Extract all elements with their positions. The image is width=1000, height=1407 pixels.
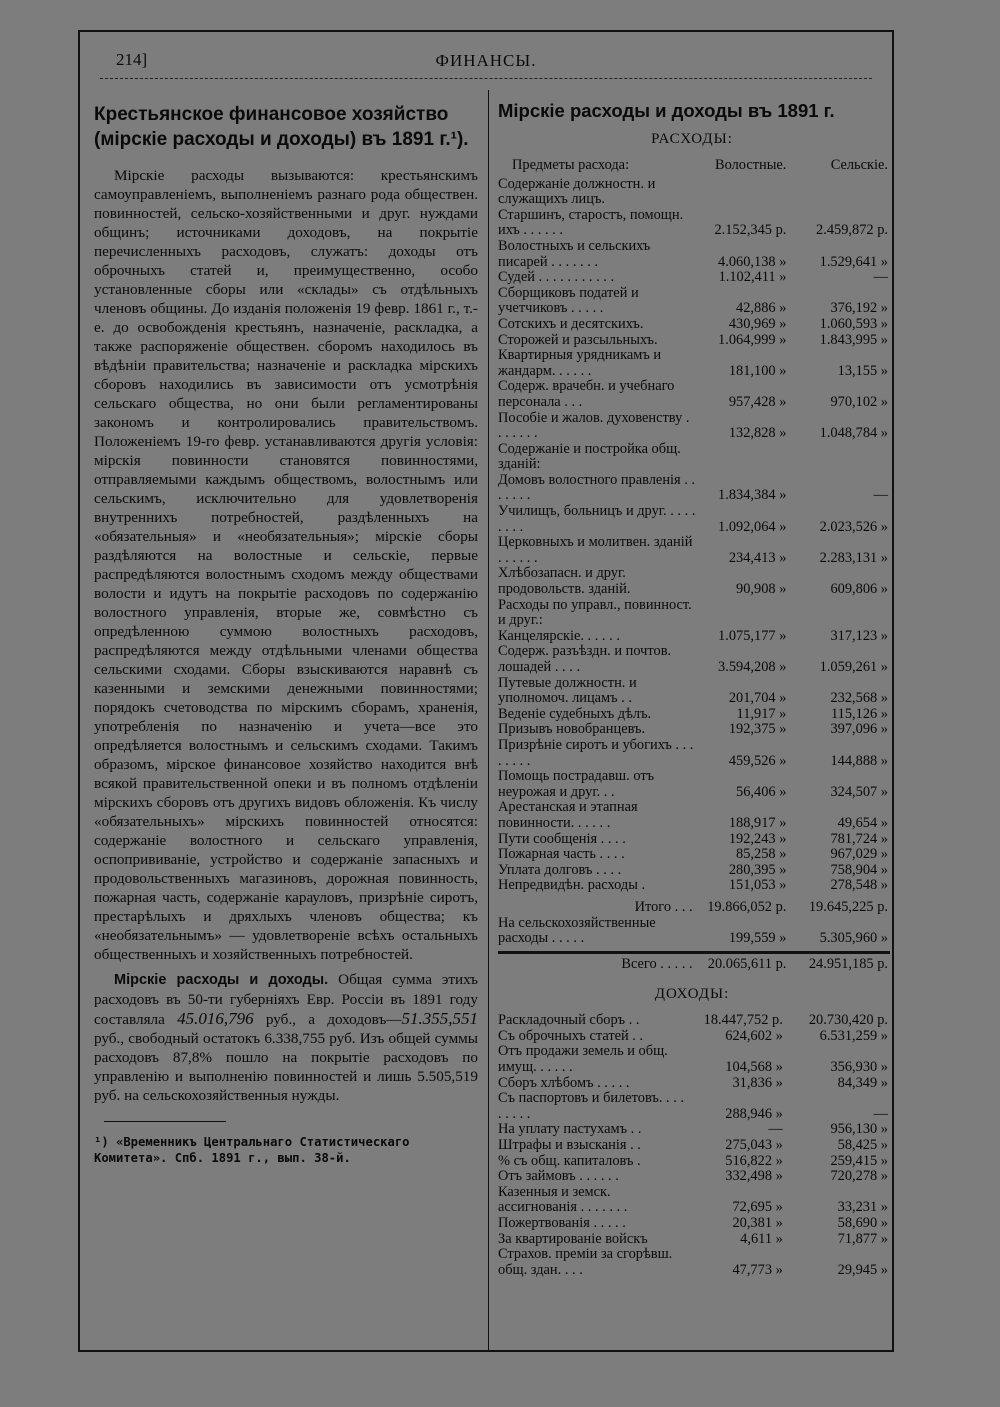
subtotal-volost: 19.866,052 р.: [707, 898, 787, 915]
income-row-label: За квартированіе войскъ: [498, 1230, 648, 1247]
income-row-label: Съ паспортовъ и билетовъ. . . . . . . . .: [498, 1090, 685, 1122]
expense-row: [498, 239, 890, 270]
running-header: ФИНАНСЫ.: [435, 51, 537, 70]
expense-row-village: 1.529,641 »: [819, 253, 888, 270]
col-header-volost: Волостные.: [715, 157, 787, 173]
income-row: [498, 1076, 890, 1092]
expense-row-label: Пути сообщенія . . . .: [498, 830, 626, 847]
expense-row-volost: 201,704 »: [728, 690, 787, 707]
income-row-village: —: [873, 1105, 888, 1122]
expense-row: [498, 442, 890, 473]
expense-row-volost: 2.152,345 р.: [714, 222, 787, 239]
income-row-village: 58,690 »: [837, 1215, 888, 1231]
income-row-village: 956,130 »: [830, 1121, 888, 1138]
income-row-volost: 516,822 »: [725, 1152, 783, 1169]
income-table: [498, 1013, 890, 1278]
income-row-volost: 72,695 »: [732, 1199, 783, 1216]
expense-row-label: Путевые должностн. и уполномоч. лицамъ . .: [498, 674, 637, 707]
income-row-label: Отъ займовъ . . . . . .: [498, 1168, 619, 1185]
expense-row-village: 397,096 »: [830, 721, 888, 738]
expense-row-village: 1.048,784 »: [819, 425, 888, 442]
col-header-village: Сельскіе.: [830, 157, 888, 173]
footnote-rule: [104, 1121, 226, 1122]
expense-row-label: Домовъ волостного правленія . . . . . . .: [498, 471, 696, 504]
income-row-volost: 47,773 »: [732, 1261, 783, 1278]
income-row: [498, 1232, 890, 1248]
expense-row-label: Призрѣніе сиротъ и убогихъ . . . . . . . .: [498, 736, 694, 769]
expense-row-village: —: [873, 487, 888, 504]
expense-row-label: Церковныхъ и молитвен. зданій . . . . . .: [498, 534, 693, 566]
expense-row-village: 2.283,131 »: [819, 549, 888, 566]
summary-lead: Мірскіе расходы и доходы.: [114, 972, 329, 988]
income-row: [498, 1247, 890, 1278]
expense-row-volost: 430,969 »: [728, 315, 787, 332]
expense-row-village: 376,192 »: [830, 300, 888, 317]
intro-paragraph: Мірскіе расходы вызываются: крестьянскимъ самоуправленіемъ, выполненіемъ разнаго рода обществен. повинностей, сельско-хозяйственными и друг. нуждами общинъ; источниками доходовъ, на покрытіе перечисленныхъ расходовъ, служатъ: доходы отъ оброчныхъ статей и, преимущественно, особо установленные сборы или «склады» съ отдѣльныхъ членовъ общины. До изданія положенія 19 февр. 1861 г., т.-е. до освобожденія крестьянъ, назначеніе, раскладка, а также распоряженіе обществен. сборомъ находилось въ вѣдѣніи правительства; назначеніе и раскладка мірскихъ сборовъ находились въ зависимости отъ усмотрѣнія сельскаго общества, но они были регламентированы закономъ и контролировались правительствомъ. Положеніемъ 19-го февр. устанавливаются другія условія: мірскія повинности становятся повинностями, отправляемыми каждымъ обществомъ, волостнымъ или сельскимъ, исключительно для удовлетворенія внутреннихъ потребностей, раздѣленныхъ на «обязательныя» и «необязательныя»; мірскіе сборы раздѣляются на волостные и сельскіе, первые распредѣляются волостнымъ сходомъ между обществами волости и идутъ на покрытіе расходовъ по содержанію волостного управленія, вторые же, совмѣстно съ опредѣленною суммою волостныхъ расходовъ, распредѣляются между отдѣльными членами общества сельскими сходами. Сборы взыскиваются наравнѣ съ казенными и земскими денежными повинностями; порядокъ счетоводства по мірскимъ сборамъ, храненія, употребленія по назначенію и учета—все это опредѣляется волостнымъ и сельскимъ сходами. Такимъ образомъ, мірское финансовое хозяйство находится внѣ всякой правительственной опеки и въ полномъ отдѣленіи мірскихъ сборовъ отъ другихъ видовъ обложенія. Къ числу «обязательныхъ» мірскихъ повинностей относятся: содержаніе волостного и сельскаго управленія, оспопрививаніе, устройство и содержаніе запасныхъ и продовольственныхъ магазиновъ, дорожная повинность, пожарная часть, содержаніе карауловъ, призрѣніе сиротъ, престарѣлыхъ и дряхлыхъ членовъ общества; къ «необязательнымъ» — удовлетвореніе всѣхъ остальныхъ общественныхъ и хозяйственныхъ потребностей.: [94, 167, 478, 963]
income-row: [498, 1091, 890, 1122]
expense-row-village: [790, 442, 890, 473]
summary-text-a: Общая сумма этихъ расходовъ въ 50-ти губерніяхъ Евр. Россіи въ 1891 году составляла: [94, 971, 478, 1028]
income-row-label: Казенныя и земск. ассигнованія . . . . . . .: [498, 1183, 628, 1216]
expense-row-label: Сторожей и разсыльныхъ.: [498, 331, 658, 348]
income-row-village: 356,930 »: [830, 1059, 888, 1076]
expense-row-label: Уплата долговъ . . . .: [498, 861, 622, 878]
expense-row: [498, 317, 890, 333]
income-row-village: 20.730,420 р.: [808, 1012, 888, 1029]
summary-paragraph: [94, 970, 478, 1105]
expense-row-volost: 132,828 »: [728, 425, 787, 442]
expense-row: [498, 411, 890, 442]
section-title: Крестьянское финансовое хозяйство (мірскіе расходы и доходы) въ 1891 г.¹).: [94, 104, 469, 150]
table-title: Мірскіе расходы и доходы въ 1891 г.: [498, 100, 835, 121]
expense-row-village: 1.059,261 »: [819, 659, 888, 675]
expense-row-label: Судей . . . . . . . . . . .: [498, 269, 615, 286]
book-page: [78, 30, 894, 1352]
income-row: [498, 1013, 890, 1029]
income-row-village: 720,278 »: [830, 1168, 888, 1185]
expense-row: [498, 863, 890, 879]
expense-row-volost: 181,100 »: [728, 362, 787, 379]
expense-row-village: 278,548 »: [830, 877, 888, 894]
income-row: [498, 1029, 890, 1045]
expense-row: [498, 598, 890, 629]
income-row-village: 29,945 »: [837, 1261, 888, 1278]
agri-row: [498, 916, 890, 953]
expense-row-village: 758,904 »: [830, 861, 888, 878]
expense-row-label: Сотскихъ и десятскихъ.: [498, 315, 644, 332]
income-row-volost: 4,611 »: [740, 1230, 783, 1247]
expense-row-volost: 1.834,384 »: [718, 487, 787, 504]
income-row-volost: 275,043 »: [725, 1137, 783, 1154]
table-header-row: [498, 158, 890, 177]
agri-village: 5.305,960 »: [819, 930, 888, 947]
income-row-label: Раскладочный сборъ . .: [498, 1012, 640, 1029]
expense-row-label: Квартирныя урядникамъ и жандарм. . . . . .: [498, 347, 662, 379]
income-row-label: Штрафы и взысканія . .: [498, 1137, 641, 1154]
expense-row-volost: 151,053 »: [728, 877, 787, 894]
income-row: [498, 1138, 890, 1154]
income-row-volost: 624,602 »: [725, 1027, 783, 1044]
subtotal-label: Итого . . .: [634, 898, 693, 915]
expense-row-volost: 1.102,411 »: [718, 269, 787, 286]
income-row-label: Съ оброчныхъ статей . .: [498, 1027, 644, 1044]
income-row-label: Страхов. преміи за сгорѣвш. общ. здан. . . .: [498, 1246, 673, 1278]
expense-row-label: Пособіе и жалов. духовенству . . . . . . .: [498, 409, 690, 442]
expense-row-volost: 56,406 »: [736, 783, 787, 800]
summary-text-b: руб., а доходовъ—: [253, 1011, 402, 1028]
income-row-volost: 20,381 »: [732, 1215, 783, 1231]
expense-row-village: 781,724 »: [830, 830, 888, 847]
income-row-label: % съ общ. капиталовъ .: [498, 1152, 641, 1169]
expense-row-village: 1.060,593 »: [819, 315, 888, 332]
expense-row-volost: 188,917 »: [728, 814, 787, 831]
agri-volost: 199,559 »: [728, 930, 787, 947]
income-row-volost: 104,568 »: [725, 1059, 783, 1076]
expense-row: [498, 832, 890, 848]
expense-row-volost: 1.092,064 »: [718, 518, 787, 535]
expense-row-village: 144,888 »: [830, 752, 888, 769]
expense-row-label: Призывъ новобранцевъ.: [498, 721, 646, 738]
right-column: [498, 100, 886, 1278]
expense-row-label: Помощь пострадавш. отъ неурожая и друг. . .: [498, 768, 655, 800]
expense-row-village: 609,806 »: [830, 581, 888, 598]
income-total: 51.355,551: [401, 1009, 478, 1028]
income-row-village: 33,231 »: [837, 1199, 888, 1216]
grand-total-village: 24.951,185 р.: [790, 952, 890, 972]
income-row-label: На уплату пастухамъ . .: [498, 1121, 642, 1138]
expense-row-label: Содержаніе и постройка общ. зданій:: [498, 440, 681, 473]
expense-row: [498, 629, 890, 645]
income-row-village: 71,877 »: [837, 1230, 888, 1247]
expenses-total: 45.016,796: [177, 1009, 254, 1028]
expenses-heading: РАСХОДЫ:: [651, 131, 733, 147]
expense-row: [498, 535, 890, 566]
expenses-table: [498, 158, 890, 972]
expense-row-volost: 85,258 »: [736, 846, 787, 863]
summary-text-c: руб., свободный остатокъ 6.338,755 руб. Изъ общей суммы расходовъ 87,8% пошло на покрытіе расходовъ по управленію и выполненію повинностей и лишь 5.505,519 руб. на сельскохозяйственныя нужды.: [94, 1030, 478, 1104]
expense-row: [498, 800, 890, 831]
expense-row-volost: [697, 598, 791, 629]
expense-row-village: [790, 177, 890, 208]
expense-row: [498, 473, 890, 504]
expense-row-village: 970,102 »: [830, 393, 888, 410]
expense-row-volost: 1.064,999 »: [718, 331, 787, 348]
income-row-label: Сборъ хлѣбомъ . . . . .: [498, 1074, 630, 1091]
expense-row-village: 967,029 »: [830, 846, 888, 863]
expense-row-label: Расходы по управл., повинност. и друг.:: [498, 596, 692, 629]
expense-row-village: 13,155 »: [837, 362, 888, 379]
income-row-volost: 332,498 »: [725, 1168, 783, 1185]
income-row: [498, 1185, 890, 1216]
expense-row-label: Пожарная часть . . . .: [498, 846, 625, 863]
expense-row-label: Училищъ, больницъ и друг. . . . . . . . .: [498, 503, 696, 535]
expense-row-label: Волостныхъ и сельскихъ писарей . . . . . . .: [498, 237, 651, 270]
expense-row-village: 317,123 »: [830, 627, 888, 644]
income-row: [498, 1169, 890, 1185]
expense-row: [498, 333, 890, 349]
grand-total-label: Всего . . . . .: [498, 952, 697, 972]
expense-row: [498, 722, 890, 738]
income-row-label: Пожертвованія . . . . .: [498, 1215, 626, 1231]
expense-row: [498, 644, 890, 675]
income-row: [498, 1044, 890, 1075]
expense-row-village: —: [873, 269, 888, 286]
expense-row-label: Содерж. врачебн. и учебнаго персонала . . .: [498, 378, 675, 410]
expense-row: [498, 286, 890, 317]
expense-row-volost: 234,413 »: [728, 549, 787, 566]
expense-row-village: 1.843,995 »: [819, 331, 888, 348]
page-number: 214]: [116, 50, 148, 69]
expense-row-volost: 4.060,138 »: [718, 253, 787, 270]
expense-row-label: Канцелярскіе. . . . . .: [498, 627, 620, 644]
expense-row-village: 115,126 »: [830, 705, 888, 722]
income-row: [498, 1154, 890, 1170]
footnote: ¹) «Временникъ Центральнаго Статистическаго Комитета». Спб. 1891 г., вып. 38-й.: [94, 1135, 410, 1165]
expense-row: [498, 177, 890, 208]
expense-row-volost: [697, 177, 791, 208]
expense-row: [498, 738, 890, 769]
left-column: [94, 102, 478, 1166]
expense-row-volost: 459,526 »: [728, 752, 787, 769]
expense-row: [498, 676, 890, 707]
expense-row-label: Содерж. разъѣздн. и почтов. лошадей . . . .: [498, 643, 672, 675]
expense-row-volost: 3.594,208 »: [718, 659, 787, 675]
income-row-volost: 31,836 »: [732, 1074, 783, 1091]
expense-row-village: 232,568 »: [830, 690, 888, 707]
expense-row-label: Веденіе судебныхъ дѣлъ.: [498, 705, 652, 722]
expense-row-label: Хлѣбозапасн. и друг. продовольств. зданій.: [498, 565, 631, 598]
income-row: [498, 1216, 890, 1232]
expense-row-volost: 90,908 »: [736, 581, 787, 598]
expense-row-village: 49,654 »: [837, 814, 888, 831]
expense-row: [498, 566, 890, 597]
expense-row: [498, 270, 890, 286]
income-row: [498, 1122, 890, 1138]
expense-row: [498, 878, 890, 894]
expense-row-label: Содержаніе должностн. и служащихъ лицъ.: [498, 175, 656, 208]
expense-row-volost: 42,886 »: [736, 300, 787, 317]
col-header-item: Предметы расхода:: [512, 157, 630, 173]
agri-label: На сельскохозяйственные расходы . . . . .: [498, 914, 656, 947]
expense-row-village: 324,507 »: [830, 783, 888, 800]
subtotal-row: [498, 894, 890, 916]
income-heading: ДОХОДЫ:: [654, 986, 730, 1003]
income-row-village: 6.531,259 »: [819, 1027, 888, 1044]
income-row-village: 84,349 »: [837, 1074, 888, 1091]
expense-row: [498, 504, 890, 535]
expense-row: [498, 769, 890, 800]
expense-row-volost: 192,243 »: [728, 830, 787, 847]
income-row-volost: 18.447,752 р.: [703, 1012, 783, 1029]
expense-row-village: 2.459,872 р.: [816, 222, 888, 239]
expense-row: [498, 379, 890, 410]
income-row-label: Отъ продажи земель и общ. имущ. . . . . .: [498, 1043, 668, 1076]
expense-row: [498, 208, 890, 239]
income-row-volost: 288,946 »: [725, 1105, 783, 1122]
expense-row-label: Старшинъ, старостъ, помощн. ихъ . . . . . .: [498, 206, 684, 239]
column-divider: [488, 90, 489, 1352]
expense-row: [498, 707, 890, 723]
income-row-volost: —: [768, 1121, 783, 1138]
income-row-village: 58,425 »: [837, 1137, 888, 1154]
subtotal-village: 19.645,225 р.: [808, 898, 888, 915]
grand-total-row: [498, 952, 890, 972]
income-row-village: 259,415 »: [830, 1152, 888, 1169]
expense-row-volost: 957,428 »: [728, 393, 787, 410]
expense-row-label: Сборщиковъ податей и учетчиковъ . . . . .: [498, 284, 639, 317]
header-rule: [100, 78, 872, 79]
expense-row-volost: 280,395 »: [728, 861, 787, 878]
expense-row: [498, 847, 890, 863]
grand-total-volost: 20.065,611 р.: [697, 952, 791, 972]
expense-row-volost: 11,917 »: [736, 705, 787, 722]
expense-row-volost: [697, 442, 791, 473]
expense-row-label: Арестанская и этапная повинности. . . . . .: [498, 799, 638, 831]
expense-row-volost: 192,375 »: [728, 721, 787, 738]
expense-row-village: [790, 598, 890, 629]
expense-row-label: Непредвидѣн. расходы .: [498, 877, 646, 894]
expense-row: [498, 348, 890, 379]
expense-row-volost: 1.075,177 »: [718, 627, 787, 644]
expense-row-village: 2.023,526 »: [819, 518, 888, 535]
